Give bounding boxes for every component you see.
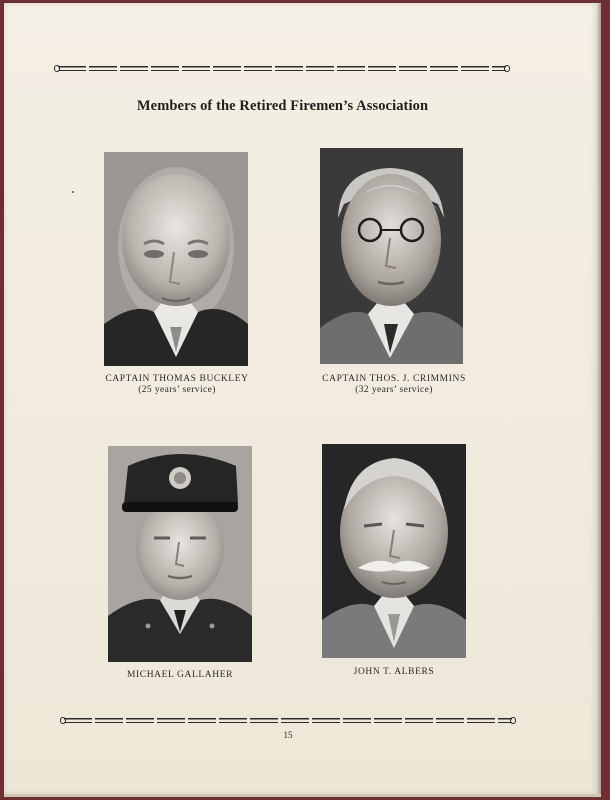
caption-thomas-buckley bbox=[96, 374, 258, 396]
portrait-michael-gallaher bbox=[108, 446, 252, 662]
page-bottom-edge bbox=[4, 794, 601, 797]
member-name: MICHAEL GALLAHER bbox=[126, 670, 234, 680]
portrait-thomas-buckley bbox=[104, 152, 248, 366]
ornamental-rule-top bbox=[58, 66, 506, 71]
portrait-thos-j-crimmins bbox=[320, 148, 463, 364]
page-title: Members of the Retired Firemen’s Association bbox=[136, 98, 429, 114]
member-service: (32 years’ service) bbox=[355, 385, 433, 395]
caption-john-t-albers bbox=[314, 667, 474, 678]
member-name: CAPTAIN THOMAS BUCKLEY bbox=[105, 374, 249, 384]
paper-speck bbox=[72, 191, 74, 193]
caption-thos-j-crimmins bbox=[312, 374, 476, 396]
member-name: JOHN T. ALBERS bbox=[353, 667, 435, 677]
caption-michael-gallaher bbox=[100, 670, 260, 681]
member-name: CAPTAIN THOS. J. CRIMMINS bbox=[322, 374, 466, 384]
ornamental-rule-bottom bbox=[64, 718, 512, 723]
page-number: 15 bbox=[283, 730, 293, 740]
portrait-john-t-albers bbox=[322, 444, 466, 658]
page-edge bbox=[597, 3, 601, 796]
member-service: (25 years’ service) bbox=[138, 385, 216, 395]
book-page bbox=[4, 3, 597, 794]
